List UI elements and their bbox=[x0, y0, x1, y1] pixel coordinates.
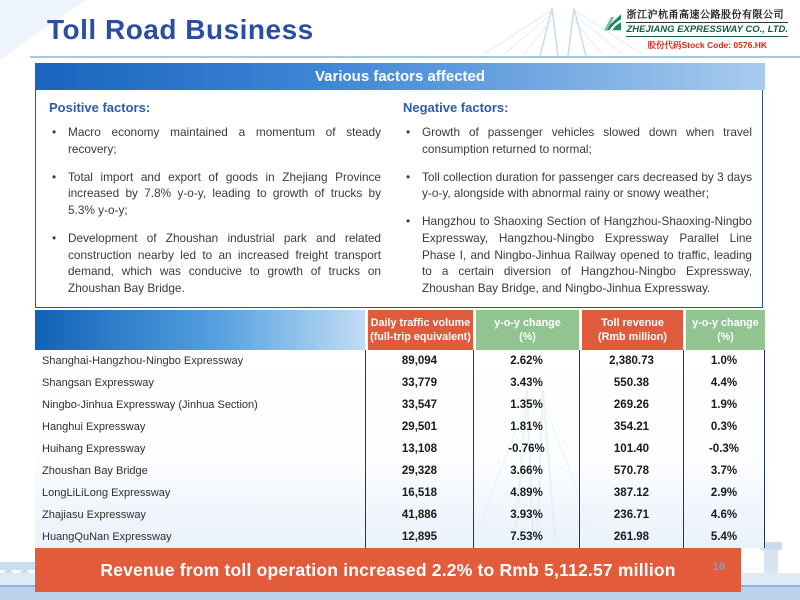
traffic-value: 16,518 bbox=[365, 482, 473, 504]
traffic-value: 29,328 bbox=[365, 460, 473, 482]
revenue-yoy-value: 4.6% bbox=[683, 504, 765, 526]
traffic-yoy-value: 2.62% bbox=[473, 350, 579, 372]
table-body bbox=[35, 350, 765, 548]
company-name-cn: 浙江沪杭甬高速公路股份有限公司 bbox=[626, 6, 788, 23]
section-banner bbox=[35, 63, 765, 90]
revenue-value: 354.21 bbox=[579, 416, 683, 438]
title-underline bbox=[30, 56, 800, 58]
table-row bbox=[35, 394, 765, 416]
header-line: Toll revenue bbox=[601, 316, 664, 329]
column-header-traffic-yoy bbox=[473, 310, 579, 350]
table-row bbox=[35, 416, 765, 438]
traffic-yoy-value: 7.53% bbox=[473, 526, 579, 548]
company-name-en: ZHEJIANG EXPRESSWAY CO., LTD. bbox=[626, 24, 788, 35]
table-row bbox=[35, 438, 765, 460]
revenue-value: 101.40 bbox=[579, 438, 683, 460]
table-row bbox=[35, 526, 765, 548]
traffic-value: 12,895 bbox=[365, 526, 473, 548]
revenue-value: 387.12 bbox=[579, 482, 683, 504]
traffic-value: 89,094 bbox=[365, 350, 473, 372]
traffic-yoy-value: 3.66% bbox=[473, 460, 579, 482]
revenue-yoy-value: 1.9% bbox=[683, 394, 765, 416]
traffic-yoy-value: -0.76% bbox=[473, 438, 579, 460]
negative-factors-column bbox=[403, 98, 752, 307]
positive-factors-heading: Positive factors: bbox=[49, 100, 151, 115]
section-banner-text: Various factors affected bbox=[314, 68, 486, 85]
header-line: Daily traffic volume bbox=[370, 316, 471, 329]
table-row bbox=[35, 460, 765, 482]
revenue-value: 236.71 bbox=[579, 504, 683, 526]
list-item: • Growth of passenger vehicles slowed down when travel consumption returned to normal; bbox=[403, 124, 752, 158]
column-header-traffic bbox=[365, 310, 473, 350]
negative-factors-heading: Negative factors: bbox=[403, 100, 509, 115]
revenue-value: 2,380.73 bbox=[579, 350, 683, 372]
table-row bbox=[35, 504, 765, 526]
summary-banner bbox=[35, 548, 741, 592]
revenue-yoy-value: 2.9% bbox=[683, 482, 765, 504]
table-header-row bbox=[35, 310, 765, 350]
summary-text: Revenue from toll operation increased 2.2% to Rmb 5,112.57 million bbox=[100, 559, 676, 580]
header-line: (Rmb million) bbox=[598, 331, 667, 343]
header-line: y-o-y change bbox=[692, 316, 759, 329]
road-name: Shanghai-Hangzhou-Ningbo Expressway bbox=[42, 355, 244, 367]
revenue-value: 550.38 bbox=[579, 372, 683, 394]
header-line: (%) bbox=[717, 331, 734, 343]
table-corner-header bbox=[35, 310, 365, 350]
revenue-yoy-value: 4.4% bbox=[683, 372, 765, 394]
header-line: (full-trip equivalent) bbox=[370, 331, 471, 343]
table-row bbox=[35, 372, 765, 394]
factors-box bbox=[35, 90, 763, 308]
list-item: • Development of Zhoushan industrial park and related construction nearby led to an increased freight transport demand, which was conducive to growth of trucks on Zhoushan Bay Bridge. bbox=[49, 230, 381, 297]
traffic-yoy-value: 1.35% bbox=[473, 394, 579, 416]
list-item: • Hangzhou to Shaoxing Section of Hangzhou-Shaoxing-Ningbo Expressway, Hangzhou-Ningbo Expressway Parallel Line Phase I, and Ningbo-Jinhua Railway opened to traffic, leading to a certain diversion of Hangzhou-Ningbo Expressway, Zhoushan Bay Bridge, and Ningbo-Jinhua Expressway. bbox=[403, 213, 752, 297]
road-name: Hanghui Expressway bbox=[42, 421, 146, 433]
page-number: 10 bbox=[712, 561, 725, 573]
traffic-value: 13,108 bbox=[365, 438, 473, 460]
header-line: y-o-y change bbox=[494, 316, 561, 329]
road-name: Zhoushan Bay Bridge bbox=[42, 465, 148, 477]
revenue-value: 261.98 bbox=[579, 526, 683, 548]
road-name: Huihang Expressway bbox=[42, 443, 146, 455]
revenue-yoy-value: 1.0% bbox=[683, 350, 765, 372]
positive-factors-list bbox=[49, 124, 381, 297]
road-name: Zhajiasu Expressway bbox=[42, 509, 146, 521]
list-item: • Toll collection duration for passenger cars decreased by 3 days y-o-y, alongside with abnormal rainy or snowy weather; bbox=[403, 169, 752, 203]
revenue-yoy-value: 0.3% bbox=[683, 416, 765, 438]
road-name: HuangQuNan Expressway bbox=[42, 531, 172, 543]
traffic-yoy-value: 4.89% bbox=[473, 482, 579, 504]
page-title: Toll Road Business bbox=[47, 14, 314, 45]
toll-table bbox=[35, 310, 765, 548]
revenue-value: 269.26 bbox=[579, 394, 683, 416]
traffic-yoy-value: 3.43% bbox=[473, 372, 579, 394]
traffic-value: 29,501 bbox=[365, 416, 473, 438]
traffic-value: 33,779 bbox=[365, 372, 473, 394]
positive-factors-column bbox=[49, 98, 381, 307]
stock-code: 股份代码Stock Code: 0576.HK bbox=[647, 40, 767, 50]
table-row bbox=[35, 482, 765, 504]
revenue-yoy-value: -0.3% bbox=[683, 438, 765, 460]
road-name: Ningbo-Jinhua Expressway (Jinhua Section) bbox=[42, 399, 258, 411]
road-name: Shangsan Expressway bbox=[42, 377, 154, 389]
list-item: • Total import and export of goods in Zhejiang Province increased by 7.8% y-o-y, leading to growth of trucks by 5.3% y-o-y; bbox=[49, 169, 381, 219]
traffic-value: 33,547 bbox=[365, 394, 473, 416]
logo-mark-icon bbox=[604, 6, 621, 38]
revenue-value: 570.78 bbox=[579, 460, 683, 482]
column-header-revenue-yoy bbox=[683, 310, 765, 350]
table-row bbox=[35, 350, 765, 372]
revenue-yoy-value: 5.4% bbox=[683, 526, 765, 548]
list-item: • Macro economy maintained a momentum of steady recovery; bbox=[49, 124, 381, 158]
road-name: LongLiLiLong Expressway bbox=[42, 487, 171, 499]
header-line: (%) bbox=[519, 331, 536, 343]
negative-factors-list bbox=[403, 124, 752, 297]
traffic-yoy-value: 3.93% bbox=[473, 504, 579, 526]
column-header-revenue bbox=[579, 310, 683, 350]
traffic-value: 41,886 bbox=[365, 504, 473, 526]
company-logo bbox=[604, 6, 788, 51]
traffic-yoy-value: 1.81% bbox=[473, 416, 579, 438]
revenue-yoy-value: 3.7% bbox=[683, 460, 765, 482]
